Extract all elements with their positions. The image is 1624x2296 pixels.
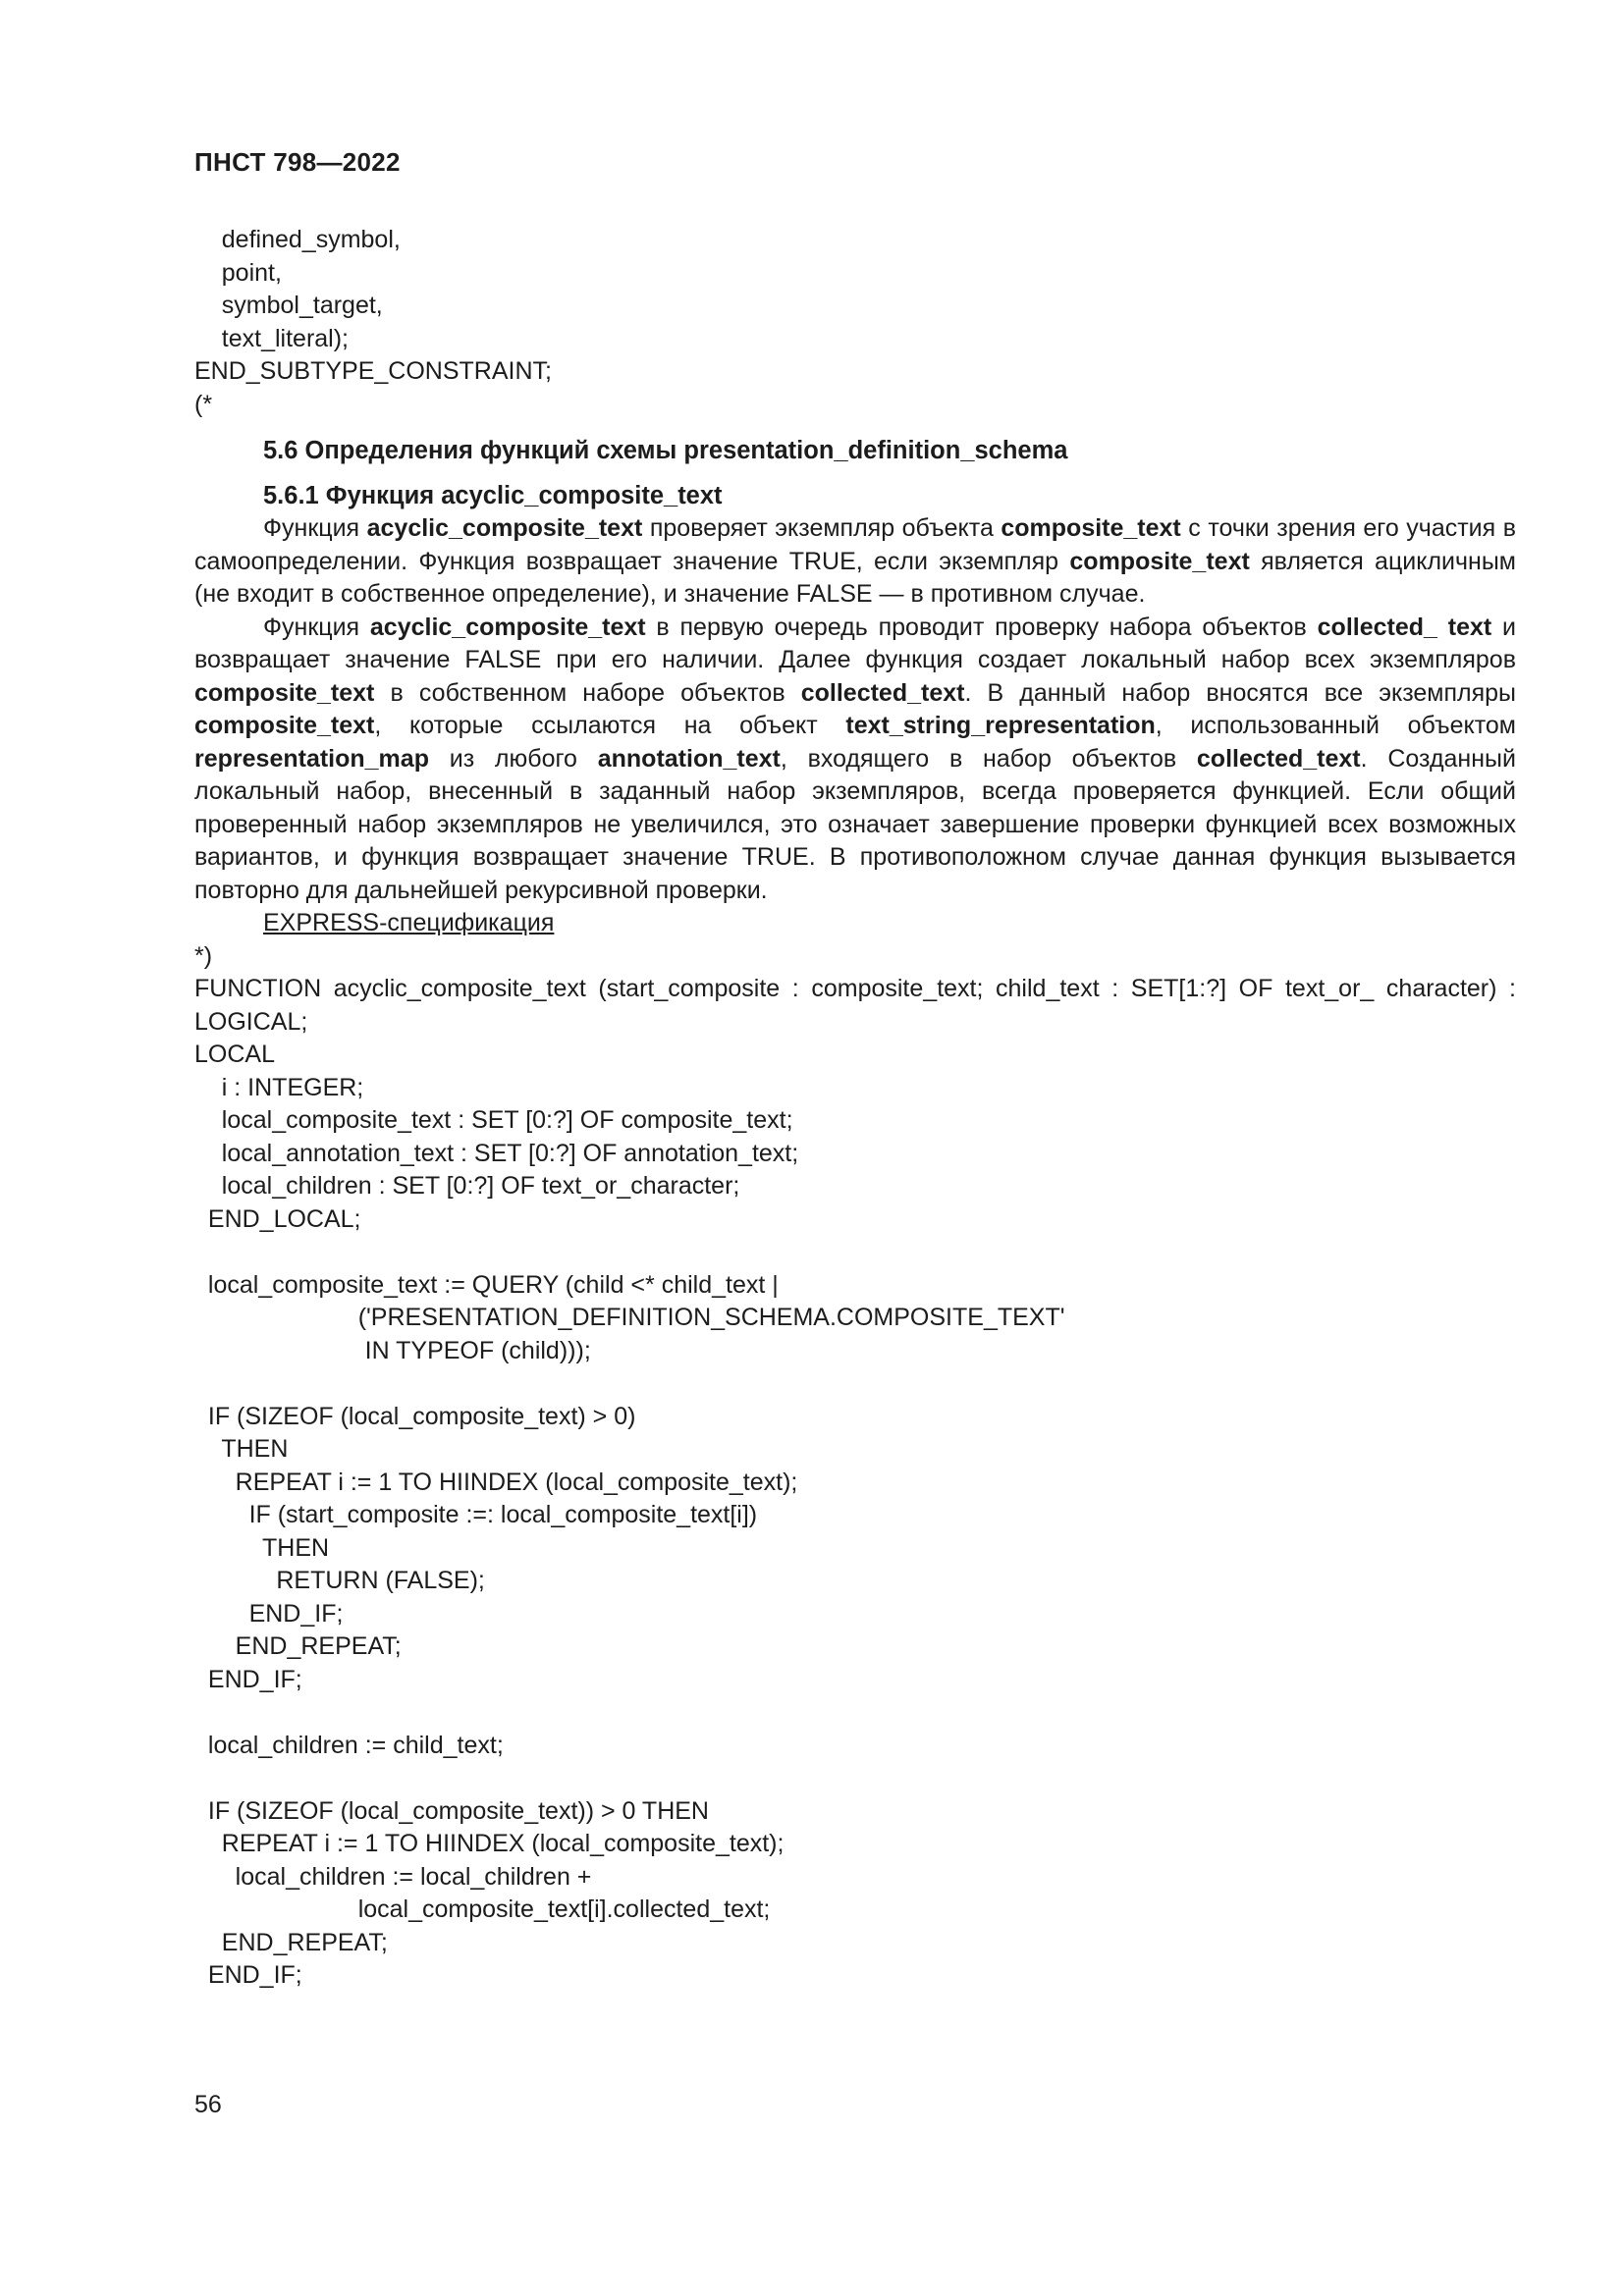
code-line: END_LOCAL; xyxy=(194,1204,361,1233)
code-line: REPEAT i := 1 TO HIINDEX (local_composite_text); xyxy=(194,1468,798,1496)
text-run: с точки зрения его участия в самоопределении. Функция возвращает значение TRUE, если экземпляр xyxy=(194,514,1516,575)
code-line: local_composite_text : SET [0:?] OF composite_text; xyxy=(194,1106,793,1134)
bold-term: collected_text xyxy=(800,678,965,707)
code-line: REPEAT i := 1 TO HIINDEX (local_composite_text); xyxy=(194,1830,785,1857)
code-line: i : INTEGER; xyxy=(194,1073,364,1101)
code-line: local_composite_text[i].collected_text; xyxy=(194,1896,771,1923)
code-line: point, xyxy=(194,258,282,287)
express-spec-label-text: EXPRESS-спецификация xyxy=(263,909,555,936)
code-line: END_REPEAT; xyxy=(194,1928,388,1956)
code-line: local_children := local_children + xyxy=(194,1862,592,1891)
text-run: . В данный набор вносятся все экземпляры xyxy=(964,678,1517,707)
code-line: END_IF; xyxy=(194,1599,344,1628)
code-line: IF (start_composite :=: local_composite_text[i]) xyxy=(194,1501,758,1528)
code-line: END_IF; xyxy=(194,1665,302,1693)
bold-term: collected_ text xyxy=(1317,613,1492,641)
code-line xyxy=(194,1696,1516,1730)
paragraph-algorithm xyxy=(194,612,1516,908)
express-spec-label xyxy=(194,907,1516,940)
document-header: ПНСТ 798—2022 xyxy=(194,147,401,177)
code-block-body xyxy=(194,1039,1516,1993)
bold-term: acyclic_composite_text xyxy=(369,613,646,641)
code-line: IF (SIZEOF (local_composite_text)) > 0 THEN xyxy=(194,1796,709,1825)
text-run: Функция xyxy=(263,613,370,641)
code-line: END_REPEAT; xyxy=(194,1632,402,1660)
text-run: в собственном наборе объектов xyxy=(374,678,801,707)
paragraph-description xyxy=(194,512,1516,612)
bold-term: representation_map xyxy=(194,744,429,773)
bold-term: collected_text xyxy=(1196,744,1361,773)
code-line: LOCAL xyxy=(194,1041,275,1068)
text-run: в первую очередь проводит проверку набора объектов xyxy=(645,613,1318,641)
page-content xyxy=(194,224,1516,1993)
code-line: THEN xyxy=(194,1533,330,1562)
code-line: END_SUBTYPE_CONSTRAINT; xyxy=(194,357,552,385)
bold-term: acyclic_composite_text xyxy=(366,514,643,542)
text-run: Функция xyxy=(263,514,367,542)
page-number: 56 xyxy=(194,2091,222,2118)
bold-term: composite_text xyxy=(194,678,375,707)
text-run: , которые ссылаются на объект xyxy=(374,712,846,739)
code-line xyxy=(194,1236,1516,1269)
text-run: . Созданный локальный набор, внесенный в заданный набор экземпляров, всегда проверяется функцией. Если общий проверенный набор экземпляров не увеличился, это означает завершение проверки функцией всех возможных вариантов, и функция возвращает значение TRUE. В противоположном случае данная функция вызывается повторно для дальнейшей рекурсивной проверки. xyxy=(194,744,1516,904)
code-line: local_annotation_text : SET [0:?] OF annotation_text; xyxy=(194,1139,799,1167)
code-line xyxy=(194,1367,1516,1401)
code-line: RETURN (FALSE); xyxy=(194,1567,485,1594)
bold-term: composite_text xyxy=(1001,514,1181,542)
code-line: text_literal); xyxy=(194,324,349,352)
code-line: THEN xyxy=(194,1435,289,1463)
code-line xyxy=(194,1762,1516,1795)
bold-term: text_string_representation xyxy=(845,712,1156,739)
code-line: ('PRESENTATION_DEFINITION_SCHEMA.COMPOSITE_TEXT' xyxy=(194,1304,1065,1331)
code-line: local_composite_text := QUERY (child <* child_text | xyxy=(194,1270,779,1299)
text-run: из любого xyxy=(428,744,598,773)
code-line: IN TYPEOF (child))); xyxy=(194,1336,591,1364)
code-line: symbol_target, xyxy=(194,292,383,319)
bold-term: composite_text xyxy=(1069,547,1250,575)
function-signature: FUNCTION acyclic_composite_text (start_composite : composite_text; child_text : SET[1:?] OF text_or_ character) : LOGICAL; xyxy=(194,975,1516,1036)
bold-term: composite_text xyxy=(194,712,375,739)
bold-term: annotation_text xyxy=(597,744,781,773)
code-line: local_children : SET [0:?] OF text_or_character; xyxy=(194,1172,740,1200)
text-run: проверяет экземпляр объекта xyxy=(642,514,1001,542)
code-line: IF (SIZEOF (local_composite_text) > 0) xyxy=(194,1402,636,1430)
text-run: , входящего в набор объектов xyxy=(780,744,1197,773)
code-line: local_children := child_text; xyxy=(194,1731,504,1759)
text-run: , использованный объектом xyxy=(1155,712,1516,739)
code-comment-close: *) xyxy=(194,941,213,970)
text-run: является ацикличным (не входит в собственное определение), и значение FALSE — в противном случае. xyxy=(194,547,1516,608)
code-line: (* xyxy=(194,390,213,418)
subsection-heading: 5.6.1 Функция acyclic_composite_text xyxy=(263,481,723,509)
section-heading: 5.6 Определения функций схемы presentation_definition_schema xyxy=(263,437,1068,464)
text-run: и возвращает значение FALSE при его наличии. Далее функция создает локальный набор всех экземпляров xyxy=(194,613,1516,673)
code-line: defined_symbol, xyxy=(194,226,401,253)
code-line: END_IF; xyxy=(194,1961,302,1989)
code-block-top xyxy=(194,224,1516,421)
